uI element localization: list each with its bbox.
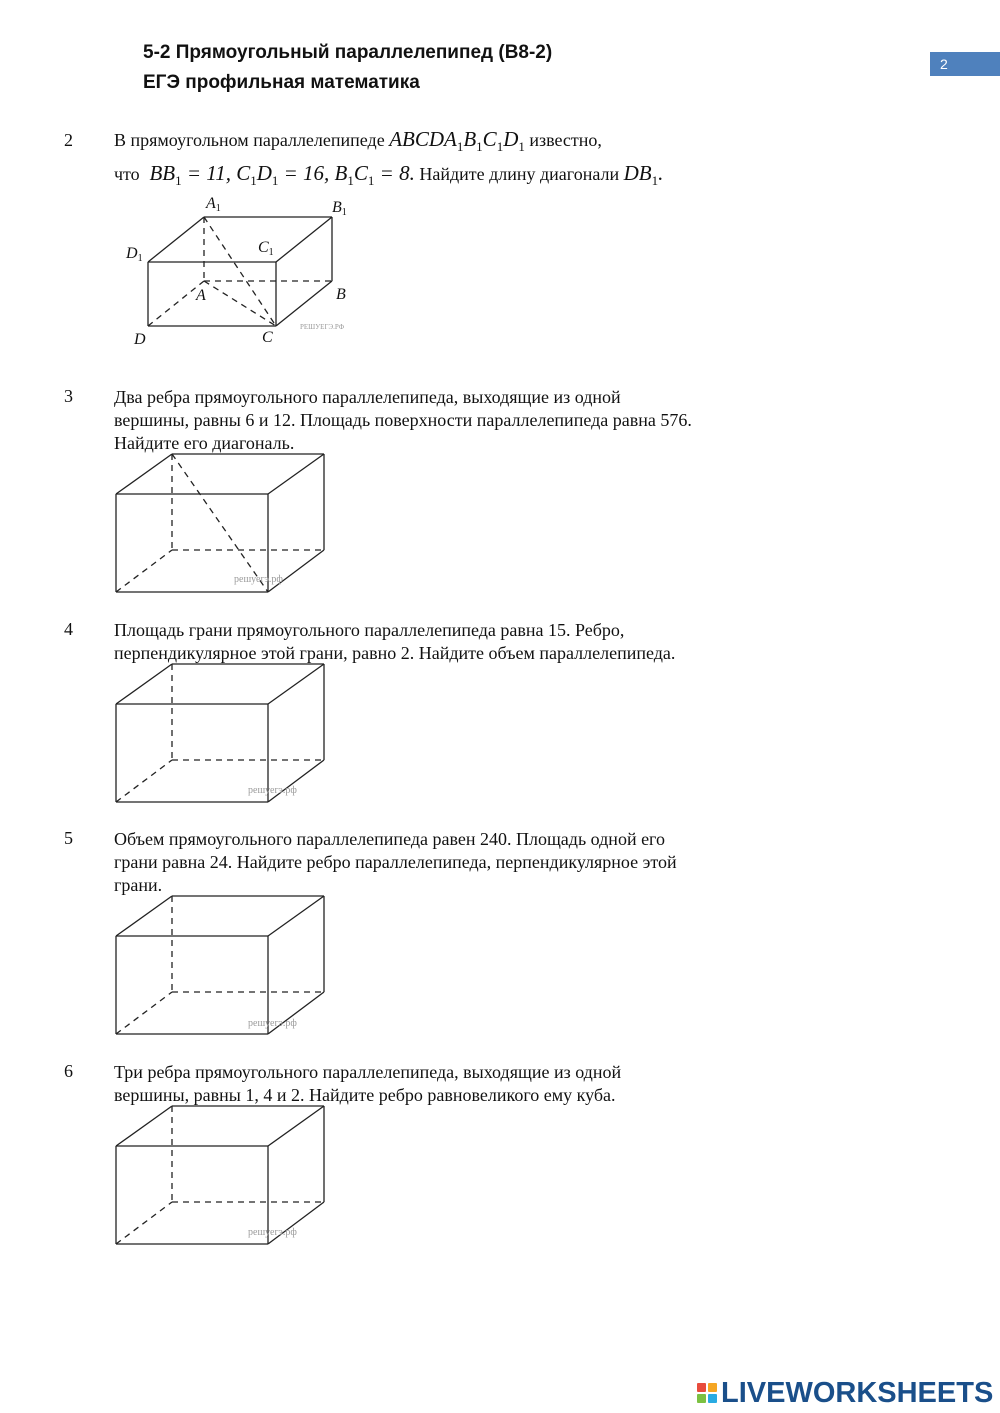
hidden-edge xyxy=(116,760,172,802)
vertex-label-a1: A1 xyxy=(206,195,221,214)
vertex-label-a: A xyxy=(196,287,206,304)
problem-text-line: вершины, равны 6 и 12. Площадь поверхности параллелепипеда равна 576. xyxy=(114,410,692,430)
problem-number: 2 xyxy=(64,130,73,150)
edge xyxy=(116,896,172,936)
problem-number: 3 xyxy=(64,386,73,406)
edge xyxy=(268,454,324,494)
math-expression: $DB_1$. xyxy=(623,161,664,189)
page-number-badge: 2 xyxy=(930,52,1000,76)
edge xyxy=(116,454,172,494)
watermark: решуегэ.рф xyxy=(248,1227,297,1238)
diagonal xyxy=(204,217,276,326)
problem-text-line: что $BB_1 = 11$, $C_1D_1 = 16$, $B_1C_1 = 8$. Найдите длину диагонали $DB_1$. xyxy=(114,161,664,189)
problem-text-line: Найдите его диагональ. xyxy=(114,433,295,453)
vertex-label-c1: C1 xyxy=(258,239,274,258)
problem-text-line: Два ребра прямоугольного параллелепипеда, выходящие из одной xyxy=(114,387,621,407)
vertex-label-b1: B1 xyxy=(332,199,347,218)
diagonal xyxy=(204,281,276,326)
problem-number: 4 xyxy=(64,619,73,639)
liveworksheets-logo[interactable] xyxy=(697,1378,993,1408)
parallelepiped-figure xyxy=(110,658,340,808)
diagonal xyxy=(172,454,268,592)
problem-text xyxy=(114,126,814,194)
edge xyxy=(268,664,324,704)
math-expression: $BB_1 = 11$, $C_1D_1 = 16$, $B_1C_1 = 8$. xyxy=(144,161,415,189)
hidden-edge xyxy=(116,992,172,1034)
problem-text xyxy=(114,828,814,897)
hidden-edge xyxy=(116,1202,172,1244)
edge xyxy=(268,896,324,936)
edge xyxy=(116,1106,172,1146)
problem-text-line: вершины, равны 1, 4 и 2. Найдите ребро равновеликого ему куба. xyxy=(114,1085,616,1105)
parallelepiped-figure xyxy=(110,890,340,1040)
logo-text: LIVEWORKSHEETS xyxy=(721,1376,994,1409)
problem-number: 5 xyxy=(64,828,73,848)
math-expression: $ABCDA_1B_1C_1D_1$ xyxy=(389,127,525,155)
worksheet-header xyxy=(143,38,552,98)
parallelepiped-figure xyxy=(110,448,340,598)
logo-mark-icon xyxy=(697,1383,717,1403)
problem-text-line: грани равна 24. Найдите ребро параллелепипеда, перпендикулярное этой xyxy=(114,852,677,872)
parallelepiped-figure xyxy=(110,1100,340,1250)
problem-text-line: Площадь грани прямоугольного параллелепипеда равна 15. Ребро, xyxy=(114,620,625,640)
worksheet-subtitle: ЕГЭ профильная математика xyxy=(143,72,420,93)
problem-text-line: грани. xyxy=(114,875,163,895)
edge xyxy=(276,281,332,326)
vertex-label-b: B xyxy=(336,286,346,303)
problem-text-line: Объем прямоугольного параллелепипеда равен 240. Площадь одной его xyxy=(114,829,665,849)
vertex-label-d: D xyxy=(134,331,146,348)
problem-text-line: Три ребра прямоугольного параллелепипеда, выходящие из одной xyxy=(114,1062,622,1082)
problem-number: 6 xyxy=(64,1061,73,1081)
parallelepiped-figure xyxy=(120,192,370,352)
edge xyxy=(276,217,332,262)
edge xyxy=(148,217,204,262)
vertex-label-c: C xyxy=(262,329,273,346)
watermark: решуегэ.рф xyxy=(234,574,283,585)
hidden-edge xyxy=(116,550,172,592)
watermark: РЕШУЕГЭ.РФ xyxy=(300,323,345,331)
watermark: решуегэ.рф xyxy=(248,785,297,796)
edge xyxy=(268,550,324,592)
worksheet-title: 5-2 Прямоугольный параллелепипед (В8-2) xyxy=(143,42,553,63)
problem-text xyxy=(114,386,814,455)
problem-text-line: В прямоугольном параллелепипеде $ABCDA_1B_1C_1D_1$ известно, xyxy=(114,127,602,155)
edge xyxy=(116,664,172,704)
watermark: решуегэ.рф xyxy=(248,1018,297,1029)
edge xyxy=(268,1106,324,1146)
vertex-label-d1: D1 xyxy=(126,245,143,264)
problem-text-line: перпендикулярное этой грани, равно 2. Найдите объем параллелепипеда. xyxy=(114,643,676,663)
